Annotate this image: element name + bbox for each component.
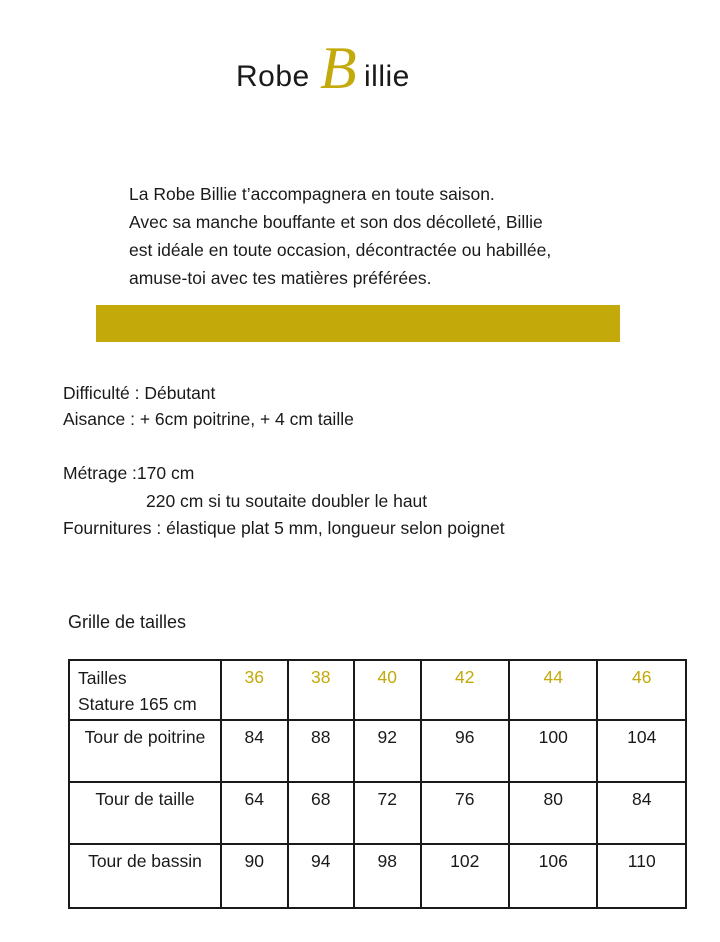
table-cell: 88 (288, 720, 355, 782)
table-cell: 100 (509, 720, 597, 782)
table-row (69, 844, 686, 908)
ease-text: Aisance : + 6cm poitrine, + 4 cm taille (63, 409, 354, 429)
title-word-robe: Robe (236, 60, 310, 93)
table-cell: 106 (509, 844, 597, 908)
table-cell: 92 (354, 720, 421, 782)
accent-band (96, 305, 620, 342)
row-label: Tour de bassin (69, 844, 221, 908)
table-cell: 84 (221, 720, 288, 782)
table-cell: 72 (354, 782, 421, 844)
intro-paragraph (129, 180, 669, 292)
size-cell: 44 (509, 660, 597, 720)
table-cell: 84 (597, 782, 686, 844)
yardage-text: Métrage :170 cm (63, 463, 195, 483)
size-cell: 40 (354, 660, 421, 720)
title-initial-b: B (320, 35, 357, 101)
row-label: Tour de taille (69, 782, 221, 844)
table-cell: 76 (421, 782, 509, 844)
size-cell: 36 (221, 660, 288, 720)
row-label: Tour de poitrine (69, 720, 221, 782)
table-cell: 90 (221, 844, 288, 908)
size-cell: 46 (597, 660, 686, 720)
table-cell: 104 (597, 720, 686, 782)
table-cell: 68 (288, 782, 355, 844)
intro-line: Avec sa manche bouffante et son dos décolleté, Billie (129, 212, 543, 232)
table-cell: 80 (509, 782, 597, 844)
table-cell: 98 (354, 844, 421, 908)
table-row (69, 782, 686, 844)
yardage-alt-text: 220 cm si tu soutaite doubler le haut (146, 491, 428, 511)
intro-line: amuse-toi avec tes matières préférées. (129, 268, 432, 288)
size-chart-table (68, 659, 687, 909)
table-cell: 64 (221, 782, 288, 844)
intro-line: La Robe Billie t’accompagnera en toute saison. (129, 184, 495, 204)
supplies-text: Fournitures : élastique plat 5 mm, longueur selon poignet (63, 518, 505, 538)
size-cell: 38 (288, 660, 355, 720)
intro-line: est idéale en toute occasion, décontractée ou habillée, (129, 240, 552, 260)
table-header-row (69, 660, 686, 720)
size-chart-title: Grille de tailles (68, 612, 187, 632)
header-sub: Stature 165 cm (78, 694, 197, 714)
table-cell: 96 (421, 720, 509, 782)
title-word-illie: illie (364, 60, 410, 93)
table-row (69, 720, 686, 782)
table-cell: 94 (288, 844, 355, 908)
header-label: Tailles (78, 668, 127, 688)
table-cell: 110 (597, 844, 686, 908)
size-cell: 42 (421, 660, 509, 720)
difficulty-text: Difficulté : Débutant (63, 383, 216, 403)
table-cell: 102 (421, 844, 509, 908)
header-cell (69, 660, 221, 720)
